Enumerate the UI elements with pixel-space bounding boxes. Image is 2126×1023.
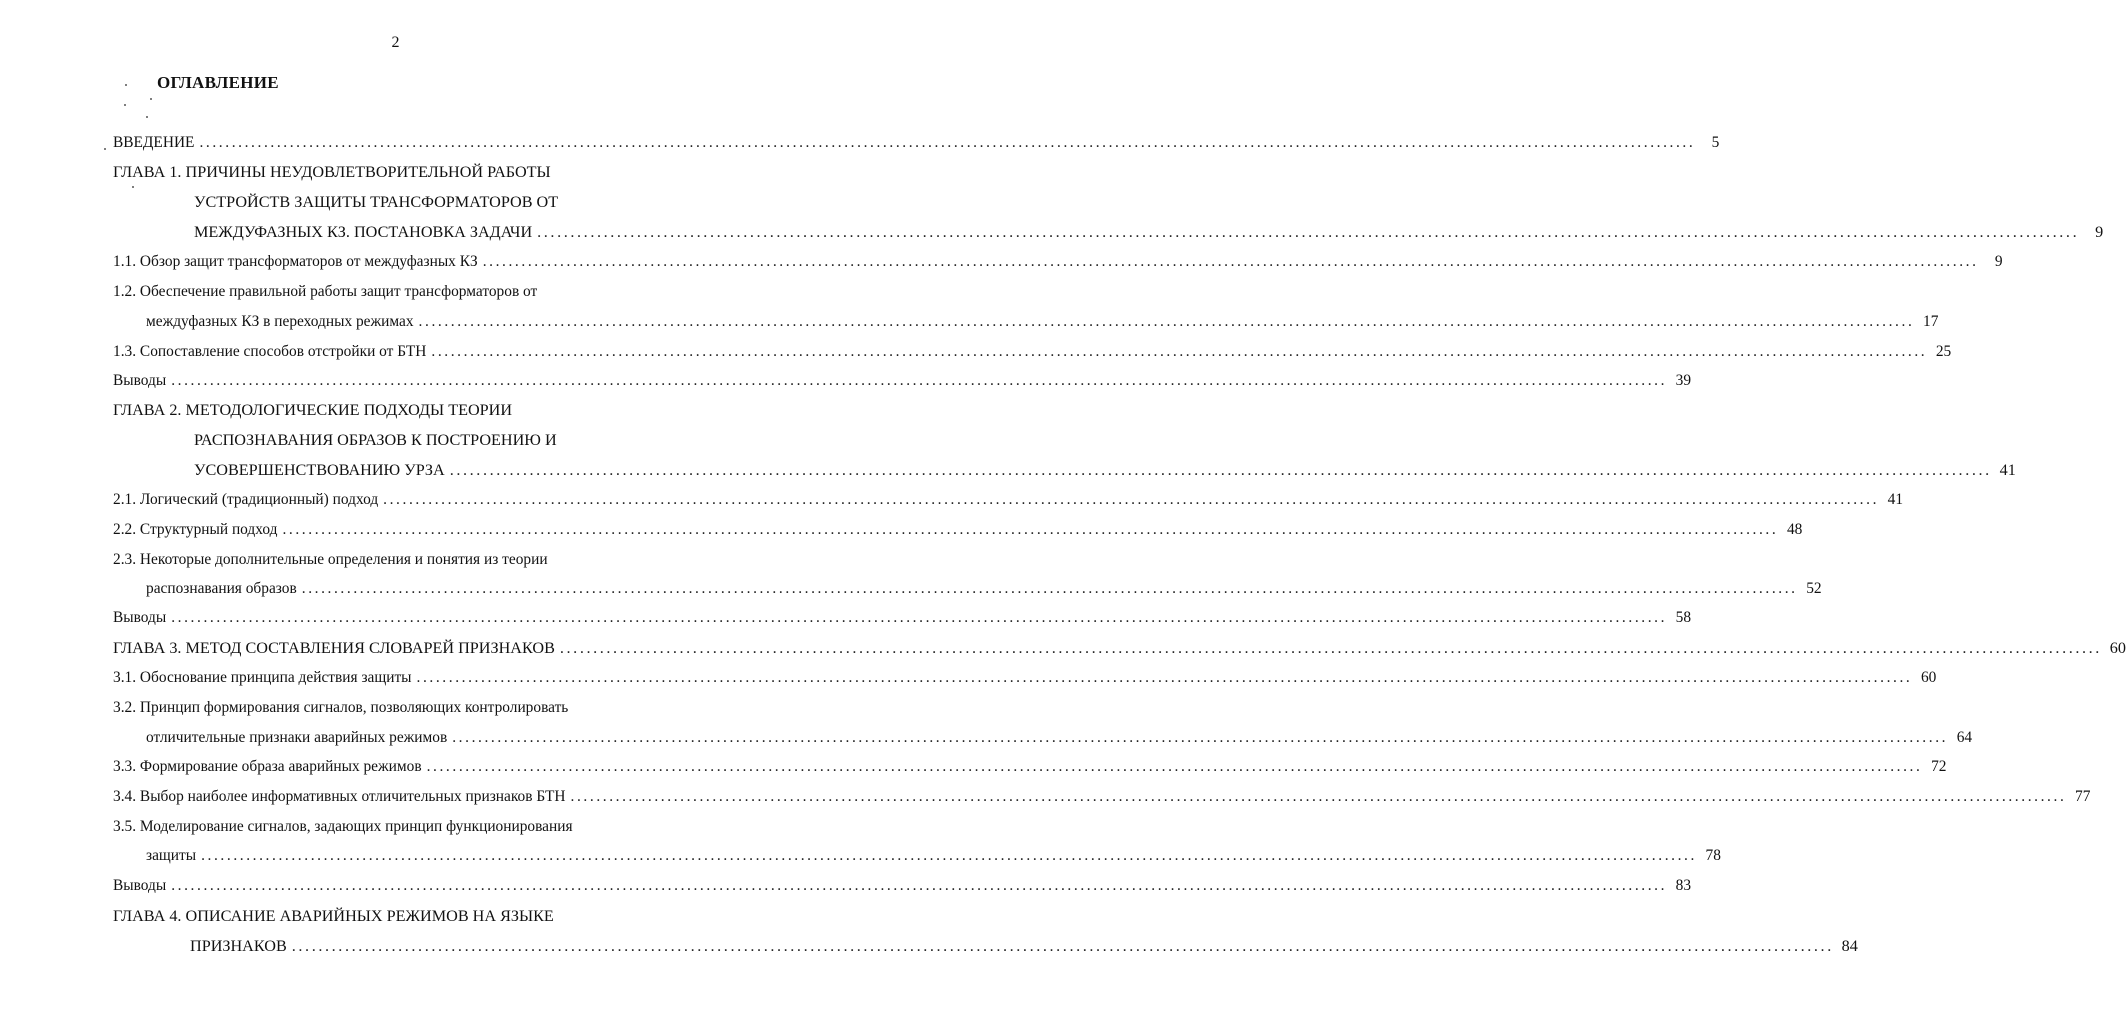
scan-speck (124, 104, 126, 106)
entry-title: РАСПОЗНАВАНИЯ ОБРАЗОВ К ПОСТРОЕНИЮ И (194, 431, 557, 449)
entry-title: 2.1. Логический (традиционный) подход (113, 491, 379, 508)
toc-entry-conclusions-1[interactable] (113, 370, 1692, 392)
scan-speck (104, 148, 106, 150)
toc-entry-3-5-cont[interactable] (146, 845, 1721, 867)
toc-entry-chapter-2-cont (194, 429, 557, 451)
dot-leader: ........................................................................................................................................................................................................................................ (201, 847, 1697, 864)
entry-title: ПРИЗНАКОВ (190, 937, 287, 955)
entry-title: 1.1. Обзор защит трансформаторов от междуфазных КЗ (113, 253, 478, 270)
scan-speck (150, 98, 152, 100)
entry-title: ВВЕДЕНИЕ (113, 134, 195, 151)
entry-title: защиты (146, 847, 197, 864)
toc-entry-conclusions-3[interactable] (113, 875, 1692, 897)
entry-title: 3.1. Обоснование принципа действия защиты (113, 669, 412, 686)
entry-title: 3.4. Выбор наиболее информативных отличительных признаков БТН (113, 788, 566, 805)
toc-entry-3-1[interactable] (113, 667, 1937, 689)
entry-title: 3.5. Моделирование сигналов, задающих принцип функционирования (113, 818, 573, 835)
entry-title: ГЛАВА 4. ОПИСАНИЕ АВАРИЙНЫХ РЕЖИМОВ НА ЯЗЫКЕ (113, 907, 554, 925)
toc-entry-introduction[interactable] (113, 132, 1720, 154)
entry-title: Выводы (113, 372, 167, 389)
scan-speck (146, 116, 148, 118)
page-number: 2 (391, 34, 400, 51)
entry-page: 41 (1887, 491, 1904, 508)
toc-entry-3-5[interactable] (113, 816, 573, 838)
entry-title: 1.2. Обеспечение правильной работы защит трансформаторов от (113, 283, 538, 300)
toc-entry-chapter-3[interactable] (113, 637, 2126, 659)
toc-entry-chapter-2[interactable] (113, 399, 512, 421)
entry-title: 3.2. Принцип формирования сигналов, позволяющих контролировать (113, 699, 569, 716)
toc-entry-3-4[interactable] (113, 786, 2091, 808)
toc-entry-3-2[interactable] (113, 697, 568, 719)
dot-leader: ........................................................................................................................................................................................................................................ (416, 669, 1913, 686)
entry-title: 3.3. Формирование образа аварийных режимов (113, 758, 422, 775)
entry-page: 60 (2109, 639, 2126, 657)
entry-title: ГЛАВА 2. МЕТОДОЛОГИЧЕСКИЕ ПОДХОДЫ ТЕОРИИ (113, 401, 513, 419)
toc-entry-1-2-cont[interactable] (146, 311, 1939, 333)
toc-entry-chapter-1[interactable] (113, 161, 551, 183)
dot-leader: ........................................................................................................................................................................................................................................ (301, 580, 1798, 597)
toc-entry-1-1[interactable] (113, 251, 2003, 273)
entry-title: УСТРОЙСТВ ЗАЩИТЫ ТРАНСФОРМАТОРОВ ОТ (194, 193, 559, 211)
toc-entry-chapter-1-cont (194, 191, 558, 213)
entry-title: отличительные признаки аварийных режимов (146, 729, 448, 746)
entry-page: 64 (1956, 729, 1973, 746)
entry-title: ГЛАВА 3. МЕТОД СОСТАВЛЕНИЯ СЛОВАРЕЙ ПРИЗНАКОВ (113, 639, 555, 657)
entry-page: 9 (1994, 253, 2003, 270)
toc-entry-2-2[interactable] (113, 519, 1803, 541)
entry-page: 78 (1705, 847, 1721, 864)
entry-page: 77 (2075, 788, 2091, 805)
entry-page: 72 (1931, 758, 1947, 775)
toc-entry-2-3[interactable] (113, 549, 548, 571)
toc-entry-conclusions-2[interactable] (113, 607, 1692, 629)
dot-leader: ........................................................................................................................................................................................................................................ (171, 877, 1668, 894)
toc-entry-1-3[interactable] (113, 341, 1952, 363)
entry-title: 2.2. Структурный подход (113, 521, 278, 538)
dot-leader: ........................................................................................................................................................................................................................................ (537, 223, 2080, 241)
dot-leader: ........................................................................................................................................................................................................................................ (449, 461, 1992, 479)
toc-entry-2-3-cont[interactable] (146, 578, 1822, 600)
entry-page: 83 (1675, 877, 1692, 894)
entry-title: Выводы (113, 609, 167, 626)
dot-leader: ........................................................................................................................................................................................................................................ (291, 937, 1834, 955)
toc-entry-chapter-2-end[interactable] (194, 459, 2016, 481)
entry-page: 5 (1711, 134, 1720, 151)
entry-page: 84 (1841, 937, 1858, 955)
dot-leader: ........................................................................................................................................................................................................................................ (559, 639, 2102, 657)
entry-page: 25 (1935, 343, 1952, 360)
scan-speck (125, 84, 127, 86)
entry-page: 17 (1923, 313, 1939, 330)
entry-page: 48 (1786, 521, 1803, 538)
toc-entry-chapter-4[interactable] (113, 905, 554, 927)
dot-leader: ........................................................................................................................................................................................................................................ (570, 788, 2067, 805)
toc-entry-3-3[interactable] (113, 756, 1947, 778)
toc-entry-chapter-1-end[interactable] (194, 221, 2104, 243)
toc-entry-2-1[interactable] (113, 489, 1904, 511)
entry-page: 60 (1920, 669, 1937, 686)
dot-leader: ........................................................................................................................................................................................................................................ (383, 491, 1880, 508)
toc-entry-1-2[interactable] (113, 281, 537, 303)
entry-page: 52 (1806, 580, 1822, 597)
entry-page: 9 (2095, 223, 2104, 241)
entry-title: УСОВЕРШЕНСТВОВАНИЮ УРЗА (194, 461, 445, 479)
dot-leader: ........................................................................................................................................................................................................................................ (171, 372, 1668, 389)
dot-leader: ........................................................................................................................................................................................................................................ (482, 253, 1979, 270)
entry-title: МЕЖДУФАЗНЫХ КЗ. ПОСТАНОВКА ЗАДАЧИ (194, 223, 533, 241)
dot-leader: ........................................................................................................................................................................................................................................ (431, 343, 1928, 360)
entry-title: 2.3. Некоторые дополнительные определения и понятия из теории (113, 551, 548, 568)
entry-title: Выводы (113, 877, 167, 894)
dot-leader: ........................................................................................................................................................................................................................................ (418, 313, 1915, 330)
dot-leader: ........................................................................................................................................................................................................................................ (426, 758, 1923, 775)
dot-leader: ........................................................................................................................................................................................................................................ (282, 521, 1779, 538)
entry-page: 41 (1999, 461, 2016, 479)
dot-leader: ........................................................................................................................................................................................................................................ (452, 729, 1949, 746)
entry-page: 58 (1675, 609, 1692, 626)
entry-title: 1.3. Сопоставление способов отстройки от БТН (113, 343, 427, 360)
entry-page: 39 (1675, 372, 1692, 389)
toc-heading: ОГЛАВЛЕНИЕ (157, 73, 279, 92)
entry-title: распознавания образов (146, 580, 297, 597)
entry-title: междуфазных КЗ в переходных режимах (146, 313, 414, 330)
entry-title: ГЛАВА 1. ПРИЧИНЫ НЕУДОВЛЕТВОРИТЕЛЬНОЙ РАБОТЫ (113, 163, 551, 181)
dot-leader: ........................................................................................................................................................................................................................................ (171, 609, 1668, 626)
dot-leader: ........................................................................................................................................................................................................................................ (199, 134, 1696, 151)
toc-entry-chapter-4-end[interactable] (190, 935, 1858, 957)
toc-entry-3-2-cont[interactable] (146, 727, 1973, 749)
scan-speck (132, 186, 134, 188)
